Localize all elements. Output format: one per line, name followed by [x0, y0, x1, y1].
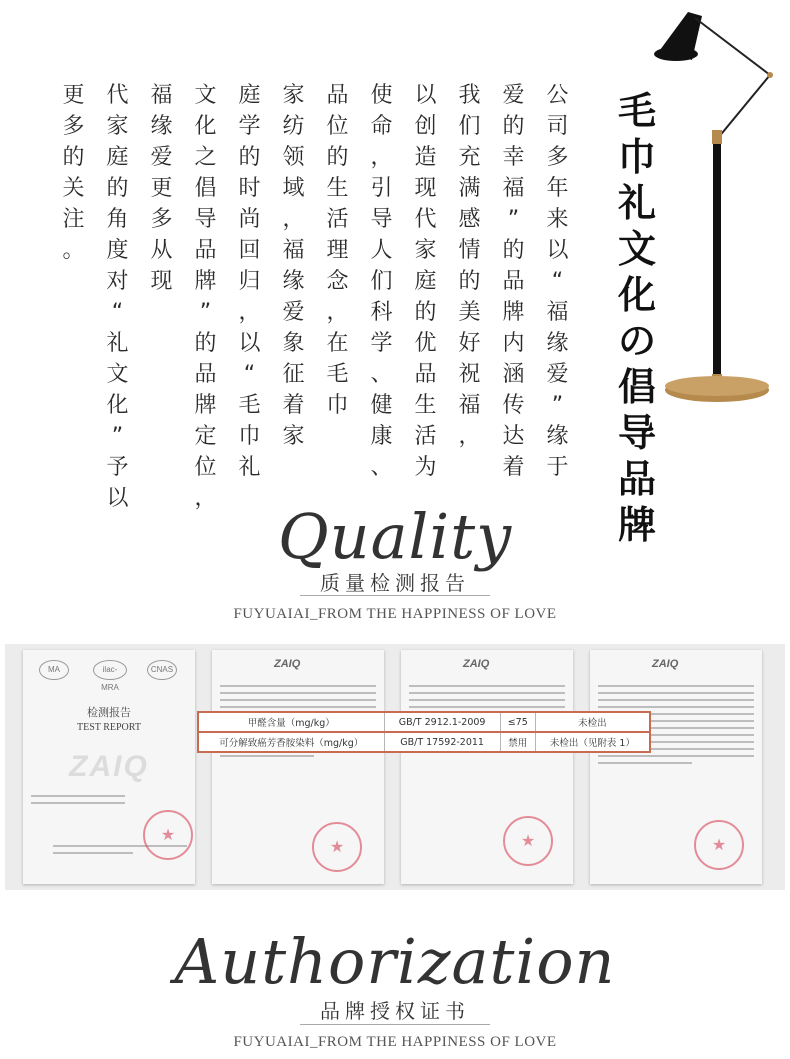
- intro-column: 家 纺 领 域 ， 福 缘 爱 象 征 着 家: [282, 83, 306, 449]
- intro-column: 使 命 ， 引 导 人 们 科 学 、 健 康 、: [370, 83, 394, 480]
- cover-text-lines: [31, 790, 187, 809]
- intro-column: 以 创 造 现 代 家 庭 的 优 品 生 活 为: [414, 83, 438, 480]
- intro-column: 公 司 多 年 来 以 “ 福 缘 爱 ” 缘 于: [546, 83, 570, 480]
- test-standard-cell: GB/T 17592-2011: [384, 732, 500, 752]
- intro-column: 更 多 的 关 注 。: [62, 83, 86, 263]
- quality-script-heading: Quality: [277, 500, 513, 573]
- intro-column: 文 化 之 倡 导 品 牌 ” 的 品 牌 定 位 ，: [194, 83, 218, 511]
- authorization-section-title: 品牌授权证书: [320, 999, 470, 1023]
- intro-column: 代 家 庭 的 角 度 对 “ 礼 文 化 ” 予 以: [106, 83, 130, 511]
- red-seal-stamp: ★: [694, 820, 744, 870]
- intro-column: 福 缘 爱 更 多 从 现: [150, 83, 174, 294]
- red-seal-stamp: ★: [503, 816, 553, 866]
- cover-english-title: TEST REPORT: [77, 722, 141, 733]
- brand-vertical-title: 毛 巾 礼 文 化 の 倡 导 品 牌: [617, 88, 656, 547]
- test-report-cover: [23, 650, 195, 884]
- zaiq-watermark: ZAIQ: [69, 750, 149, 783]
- divider: [300, 1024, 490, 1025]
- test-standard-cell: GB/T 2912.1-2009: [384, 712, 500, 732]
- intro-column: 庭 学 的 时 尚 回 归 ， 以 “ 毛 巾 礼: [238, 83, 262, 480]
- test-report-page: [212, 650, 384, 884]
- table-row: [198, 712, 650, 732]
- test-result-cell: 未检出（见附表 1）: [535, 732, 650, 752]
- brand-intro-text: [52, 80, 580, 514]
- test-result-cell: 未检出: [535, 712, 650, 732]
- quality-english-tagline: FUYUAIAI_FROM THE HAPPINESS OF LOVE: [233, 606, 557, 622]
- cover-title: 检测报告: [87, 706, 131, 719]
- test-report-gallery: [5, 644, 785, 890]
- ilac-badge: ilac-MRA: [93, 660, 127, 680]
- test-item-cell: 可分解致癌芳香胺染料（mg/kg）: [198, 732, 384, 752]
- zaiq-logo: ZAIQ: [274, 658, 301, 670]
- test-limit-cell: ≤75: [500, 712, 535, 732]
- cnas-badge: CNAS: [147, 660, 177, 680]
- test-item-cell: 甲醛含量（mg/kg）: [198, 712, 384, 732]
- quality-section-title: 质量检测报告: [320, 571, 470, 595]
- red-seal-stamp: ★: [143, 810, 193, 860]
- test-result-highlight-table: [197, 711, 651, 753]
- zaiq-logo: ZAIQ: [463, 658, 490, 670]
- red-seal-stamp: ★: [312, 822, 362, 872]
- test-report-page: [590, 650, 762, 884]
- test-limit-cell: 禁用: [500, 732, 535, 752]
- table-row: [198, 732, 650, 752]
- test-report-page: [401, 650, 573, 884]
- cma-badge: MA: [39, 660, 69, 680]
- authorization-english-tagline: FUYUAIAI_FROM THE HAPPINESS OF LOVE: [233, 1034, 557, 1050]
- intro-column: 品 位 的 生 活 理 念 ， 在 毛 巾: [326, 83, 350, 418]
- intro-column: 爱 的 幸 福 ” 的 品 牌 内 涵 传 达 着: [502, 83, 526, 480]
- floor-lamp-illustration: [600, 0, 790, 430]
- intro-column: 我 们 充 满 感 情 的 美 好 祝 福 ，: [458, 83, 482, 449]
- zaiq-logo: ZAIQ: [652, 658, 679, 670]
- authorization-script-heading: Authorization: [174, 925, 616, 998]
- divider: [300, 595, 490, 596]
